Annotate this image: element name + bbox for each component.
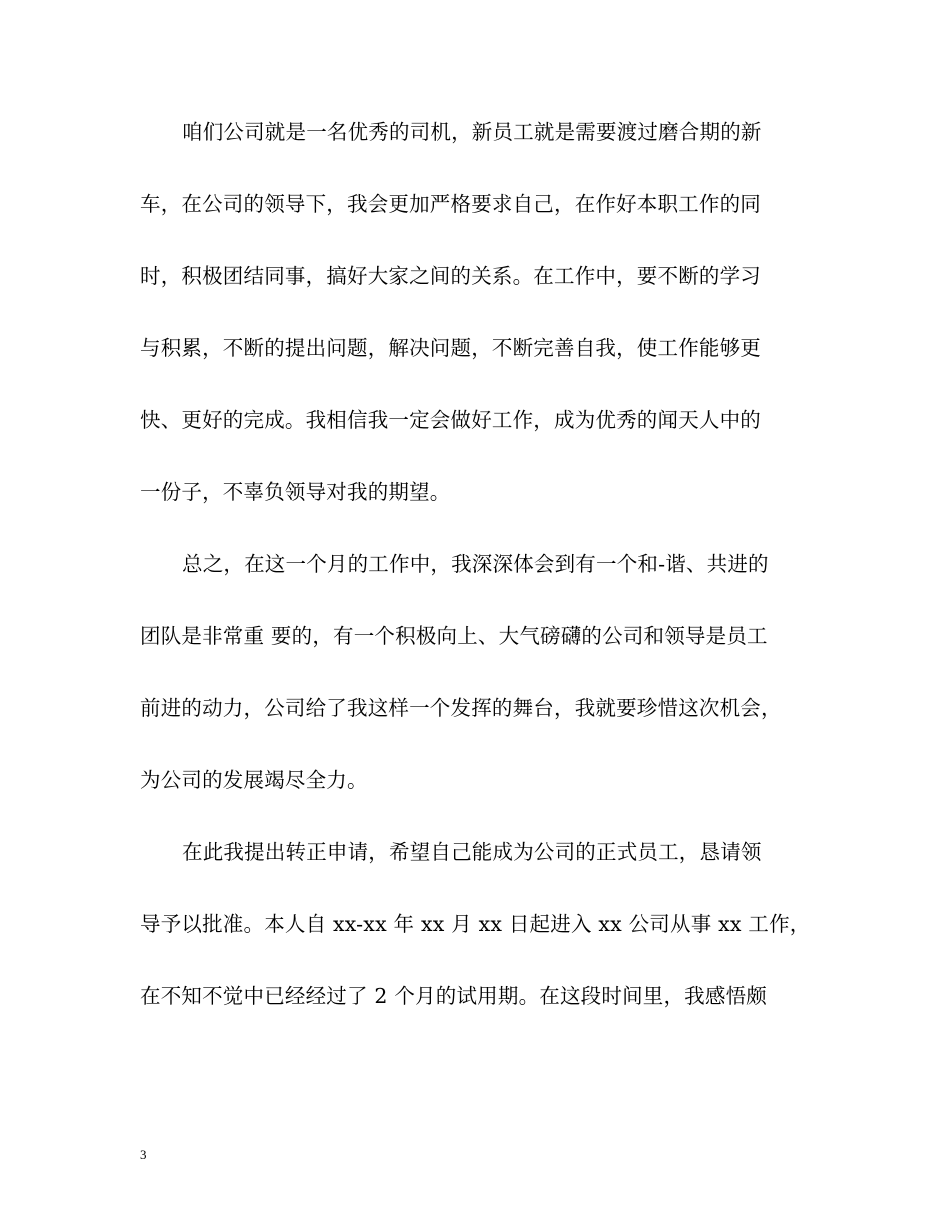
text-line: 时，积极团结同事，搞好大家之间的关系。在工作中，要不断的学习 [140,264,761,288]
text-line: 与积累，不断的提出问题，解决问题，不断完善自我，使工作能够更 [140,336,761,360]
text-line: 总之，在这一个月的工作中，我深深体会到有一个和-谐、共进的 [182,552,769,576]
text-line: 前进的动力，公司给了我这样一个发挥的舞台，我就要珍惜这次机会， [140,696,782,720]
text-line: 为公司的发展竭尽全力。 [140,768,368,792]
text-line: 车，在公司的领导下，我会更加严格要求自己，在作好本职工作的同 [140,192,761,216]
text-line: 在不知不觉中已经经过了 2 个月的试用期。在这段时间里，我感悟颇 [140,984,767,1008]
text-line: 咱们公司就是一名优秀的司机，新员工就是需要渡过磨合期的新 [182,120,762,144]
text-line: 在此我提出转正申请，希望自己能成为公司的正式员工，恳请领 [182,840,762,864]
text-line: 快、更好的完成。我相信我一定会做好工作，成为优秀的闻天人中的 [140,408,761,432]
text-line: 一份子，不辜负领导对我的期望。 [140,480,451,504]
text-line: 导予以批准。本人自 xx-xx 年 xx 月 xx 日起进入 xx 公司从事 xx 工作， [140,912,811,936]
text-line: 团队是非常重 要的，有一个积极向上、大气磅礴的公司和领导是员工 [140,624,768,648]
page-number: 3 [140,1147,147,1162]
